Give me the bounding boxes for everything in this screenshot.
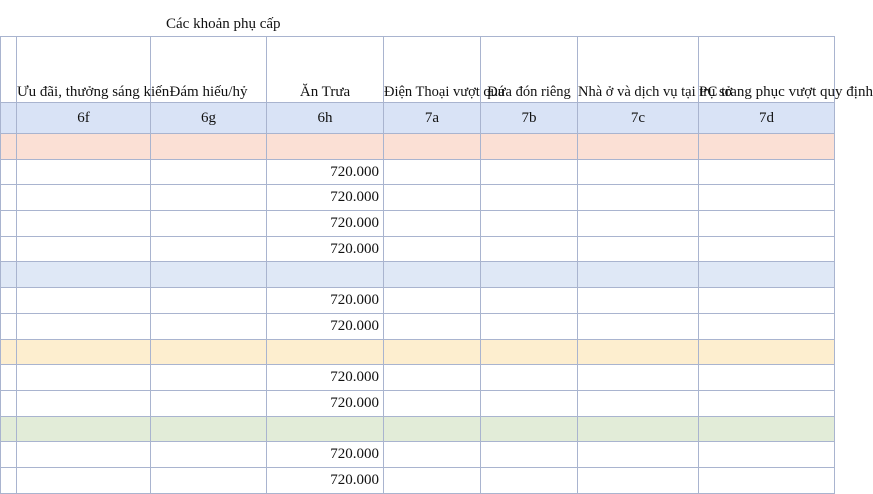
table-cell[interactable] xyxy=(699,339,835,365)
table-cell[interactable] xyxy=(151,313,267,339)
table-cell[interactable] xyxy=(578,236,699,262)
lunch-cell[interactable]: 720.000 xyxy=(267,390,384,416)
table-cell[interactable] xyxy=(151,288,267,314)
table-cell[interactable] xyxy=(699,313,835,339)
table-cell[interactable] xyxy=(17,416,151,442)
table-row xyxy=(1,185,835,211)
table-cell[interactable] xyxy=(384,365,481,391)
table-cell[interactable] xyxy=(578,339,699,365)
table-cell[interactable] xyxy=(1,211,17,237)
table-cell[interactable] xyxy=(699,134,835,160)
table-cell[interactable] xyxy=(151,134,267,160)
table-cell[interactable] xyxy=(17,365,151,391)
table-cell[interactable] xyxy=(1,390,17,416)
header-cell-phone[interactable]: Điện Thoại vượt quá xyxy=(384,37,481,103)
code-cell[interactable]: 7d xyxy=(699,103,835,134)
table-cell[interactable] xyxy=(1,134,17,160)
header-cell-lunch[interactable]: Ăn Trưa xyxy=(267,37,384,103)
table-cell[interactable] xyxy=(384,236,481,262)
header-row xyxy=(1,37,835,103)
table-row xyxy=(1,365,835,391)
table-cell[interactable] xyxy=(1,442,17,468)
table-row xyxy=(1,442,835,468)
table-cell[interactable] xyxy=(1,467,17,493)
table-cell[interactable] xyxy=(17,236,151,262)
lunch-cell[interactable] xyxy=(267,339,384,365)
lunch-cell[interactable]: 720.000 xyxy=(267,288,384,314)
table-cell[interactable] xyxy=(17,211,151,237)
table-cell[interactable] xyxy=(699,365,835,391)
table-cell[interactable] xyxy=(384,390,481,416)
table-cell[interactable] xyxy=(151,211,267,237)
table-cell[interactable] xyxy=(384,134,481,160)
table-cell[interactable] xyxy=(481,159,578,185)
code-cell[interactable]: 7b xyxy=(481,103,578,134)
table-row xyxy=(1,288,835,314)
header-cell-funeral-wedding[interactable]: Đám hiếu/hỷ xyxy=(151,37,267,103)
table-cell[interactable] xyxy=(578,313,699,339)
table-cell[interactable] xyxy=(17,159,151,185)
lunch-cell[interactable]: 720.000 xyxy=(267,365,384,391)
table-row xyxy=(1,159,835,185)
lunch-cell[interactable]: 720.000 xyxy=(267,442,384,468)
header-cell-housing[interactable]: Nhà ở và dịch vụ tại trụ sở xyxy=(578,37,699,103)
table-cell[interactable] xyxy=(1,365,17,391)
table-cell[interactable] xyxy=(578,134,699,160)
table-row xyxy=(1,467,835,493)
section-row xyxy=(1,134,835,160)
lunch-cell[interactable] xyxy=(267,134,384,160)
group-title-row xyxy=(0,0,797,37)
header-cell-incentive[interactable]: Ưu đãi, thưởng sáng kiến xyxy=(17,37,151,103)
table-cell[interactable] xyxy=(1,313,17,339)
table-cell[interactable] xyxy=(1,339,17,365)
table-cell[interactable] xyxy=(17,442,151,468)
table-cell[interactable] xyxy=(17,339,151,365)
table-cell[interactable] xyxy=(151,236,267,262)
table-cell[interactable] xyxy=(578,442,699,468)
table-cell[interactable] xyxy=(151,390,267,416)
table-row xyxy=(1,211,835,237)
table-cell[interactable] xyxy=(151,365,267,391)
table-row xyxy=(1,313,835,339)
header-cell-uniform[interactable]: PC trang phục vượt quy định xyxy=(699,37,835,103)
table-cell[interactable] xyxy=(151,467,267,493)
table-cell[interactable] xyxy=(17,313,151,339)
table-row xyxy=(1,236,835,262)
table-cell[interactable] xyxy=(17,288,151,314)
table-cell[interactable] xyxy=(699,211,835,237)
table-cell[interactable] xyxy=(481,365,578,391)
table-cell[interactable] xyxy=(1,159,17,185)
table-cell[interactable] xyxy=(481,390,578,416)
table-cell[interactable] xyxy=(1,185,17,211)
table-cell[interactable] xyxy=(481,211,578,237)
table-cell[interactable] xyxy=(384,159,481,185)
table-cell[interactable] xyxy=(17,390,151,416)
lunch-cell[interactable]: 720.000 xyxy=(267,236,384,262)
table-cell[interactable] xyxy=(384,185,481,211)
table-cell[interactable] xyxy=(151,339,267,365)
table-cell[interactable] xyxy=(699,262,835,288)
table-cell[interactable] xyxy=(384,442,481,468)
table-cell[interactable] xyxy=(578,467,699,493)
code-cell[interactable]: 7a xyxy=(384,103,481,134)
table-cell[interactable] xyxy=(384,467,481,493)
table-cell[interactable] xyxy=(578,262,699,288)
lunch-cell[interactable]: 720.000 xyxy=(267,211,384,237)
table-cell[interactable] xyxy=(17,134,151,160)
table-cell[interactable] xyxy=(699,442,835,468)
table-cell[interactable] xyxy=(481,236,578,262)
table-cell[interactable] xyxy=(699,159,835,185)
section-row xyxy=(1,262,835,288)
lunch-cell[interactable]: 720.000 xyxy=(267,185,384,211)
table-cell[interactable] xyxy=(578,159,699,185)
table-cell[interactable] xyxy=(384,262,481,288)
table-cell[interactable] xyxy=(1,262,17,288)
table-cell[interactable] xyxy=(17,467,151,493)
table-cell[interactable] xyxy=(699,288,835,314)
table-cell[interactable] xyxy=(151,416,267,442)
table-cell[interactable] xyxy=(17,185,151,211)
lunch-cell[interactable] xyxy=(267,262,384,288)
table-cell[interactable] xyxy=(384,313,481,339)
table-cell[interactable] xyxy=(578,211,699,237)
table-cell[interactable] xyxy=(699,416,835,442)
table-cell[interactable] xyxy=(384,416,481,442)
code-row xyxy=(1,103,835,134)
header-cell-transport[interactable]: Đưa đón riêng xyxy=(481,37,578,103)
lunch-cell[interactable]: 720.000 xyxy=(267,467,384,493)
table-cell[interactable] xyxy=(481,416,578,442)
code-cell[interactable] xyxy=(1,103,17,134)
table-cell[interactable] xyxy=(578,365,699,391)
section-row xyxy=(1,339,835,365)
lunch-cell[interactable]: 720.000 xyxy=(267,313,384,339)
section-row xyxy=(1,416,835,442)
table-cell[interactable] xyxy=(481,288,578,314)
table-cell[interactable] xyxy=(699,390,835,416)
table-cell[interactable] xyxy=(578,288,699,314)
table-cell[interactable] xyxy=(384,211,481,237)
table-cell[interactable] xyxy=(481,442,578,468)
table-cell[interactable] xyxy=(481,262,578,288)
table-cell[interactable] xyxy=(481,185,578,211)
table-cell[interactable] xyxy=(1,236,17,262)
group-title[interactable]: Các khoản phụ cấp xyxy=(166,16,281,32)
code-cell[interactable]: 7c xyxy=(578,103,699,134)
lunch-cell[interactable] xyxy=(267,416,384,442)
table-cell[interactable] xyxy=(151,159,267,185)
table-cell[interactable] xyxy=(481,467,578,493)
table-cell[interactable] xyxy=(578,185,699,211)
allowance-table xyxy=(0,36,873,494)
table-cell[interactable] xyxy=(1,288,17,314)
header-cell[interactable] xyxy=(1,37,17,103)
table-cell[interactable] xyxy=(151,262,267,288)
table-cell[interactable] xyxy=(699,236,835,262)
table-cell[interactable] xyxy=(151,442,267,468)
table-cell[interactable] xyxy=(481,134,578,160)
table-cell[interactable] xyxy=(384,288,481,314)
table-row xyxy=(1,390,835,416)
table-cell[interactable] xyxy=(384,339,481,365)
table-cell[interactable] xyxy=(578,390,699,416)
code-cell[interactable]: 6h xyxy=(267,103,384,134)
code-cell[interactable]: 6g xyxy=(151,103,267,134)
table-cell[interactable] xyxy=(481,313,578,339)
table-cell[interactable] xyxy=(699,467,835,493)
table-cell[interactable] xyxy=(699,185,835,211)
table-cell[interactable] xyxy=(578,416,699,442)
lunch-cell[interactable]: 720.000 xyxy=(267,159,384,185)
table-cell[interactable] xyxy=(1,416,17,442)
code-cell[interactable]: 6f xyxy=(17,103,151,134)
table-cell[interactable] xyxy=(481,339,578,365)
table-cell[interactable] xyxy=(17,262,151,288)
table-cell[interactable] xyxy=(151,185,267,211)
